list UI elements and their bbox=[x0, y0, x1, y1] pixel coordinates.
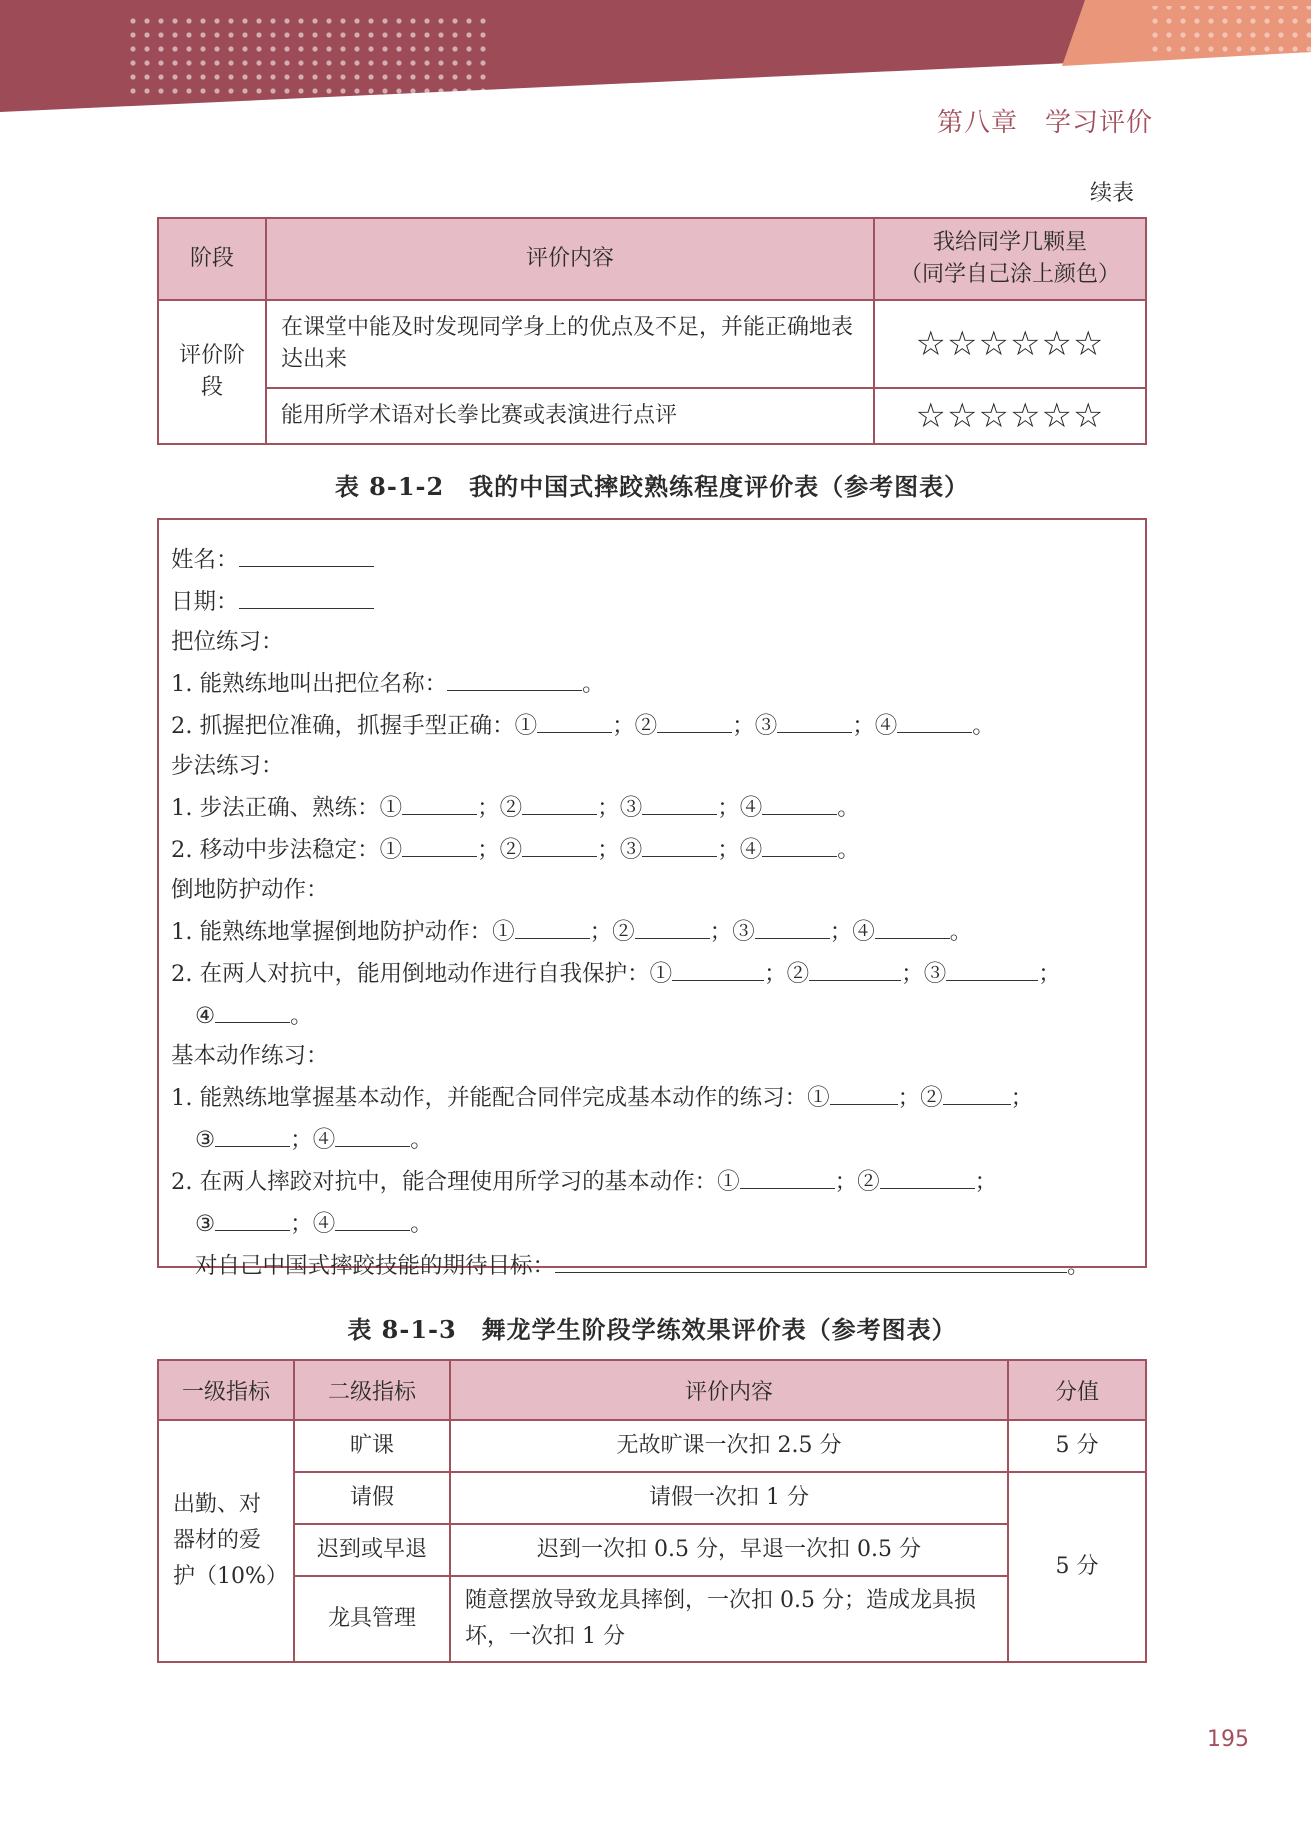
section-heading: 把位练习： bbox=[171, 629, 284, 655]
header-content: 评价内容 bbox=[266, 218, 874, 300]
name-blank[interactable] bbox=[239, 538, 374, 567]
form-line: 2. 在两人摔跤对抗中，能合理使用所学习的基本动作：① ；② ； bbox=[171, 1160, 1133, 1202]
answer-blank[interactable] bbox=[215, 1118, 290, 1147]
answer-blank[interactable] bbox=[740, 1160, 835, 1189]
content-cell: 在课堂中能及时发现同学身上的优点及不足，并能正确地表达出来 bbox=[266, 300, 874, 388]
table-row bbox=[158, 1472, 1146, 1524]
date-line: 日期： bbox=[171, 580, 1133, 622]
goal-blank[interactable] bbox=[555, 1244, 1067, 1273]
section-heading: 基本动作练习： bbox=[171, 1043, 329, 1069]
form-line: 2. 移动中步法稳定：① ；② ；③ ；④ 。 bbox=[171, 828, 1133, 870]
answer-blank[interactable] bbox=[447, 662, 582, 691]
content-cell: 请假一次扣 1 分 bbox=[450, 1472, 1008, 1524]
answer-blank[interactable] bbox=[522, 828, 597, 857]
table-header-row bbox=[158, 218, 1146, 300]
form-line: 1. 能熟练地掌握倒地防护动作：① ；② ；③ ；④ 。 bbox=[171, 910, 1133, 952]
star-rating[interactable]: ☆☆☆☆☆☆ bbox=[874, 388, 1146, 444]
answer-blank[interactable] bbox=[635, 910, 710, 939]
date-blank[interactable] bbox=[239, 580, 374, 609]
answer-blank[interactable] bbox=[897, 704, 972, 733]
wrestling-evaluation-form bbox=[157, 518, 1147, 1279]
table-row bbox=[158, 388, 1146, 444]
header-level2: 二级指标 bbox=[294, 1360, 450, 1420]
form-line: 1. 能熟练地叫出把位名称： 。 bbox=[171, 662, 1133, 704]
answer-blank[interactable] bbox=[946, 952, 1038, 981]
score-cell: 5 分 bbox=[1008, 1472, 1146, 1662]
form-line: 2. 在两人对抗中，能用倒地动作进行自我保护：① ；② ；③ ； bbox=[171, 952, 1133, 994]
answer-blank[interactable] bbox=[672, 952, 764, 981]
content-cell: 迟到一次扣 0.5 分，早退一次扣 0.5 分 bbox=[450, 1524, 1008, 1576]
form-line: 2. 抓握把位准确，抓握手型正确：① ；② ；③ ；④ 。 bbox=[171, 704, 1133, 746]
form-line: ④ 。 bbox=[171, 994, 1133, 1036]
answer-blank[interactable] bbox=[875, 910, 950, 939]
content-cell: 无故旷课一次扣 2.5 分 bbox=[450, 1420, 1008, 1472]
stage-cell: 评价阶段 bbox=[158, 300, 266, 444]
answer-blank[interactable] bbox=[880, 1160, 975, 1189]
table-row bbox=[158, 1420, 1146, 1472]
answer-blank[interactable] bbox=[402, 828, 477, 857]
score-cell: 5 分 bbox=[1008, 1420, 1146, 1472]
answer-blank[interactable] bbox=[755, 910, 830, 939]
table-row bbox=[158, 300, 1146, 388]
answer-blank[interactable] bbox=[335, 1202, 410, 1231]
header-stars bbox=[874, 218, 1146, 300]
peer-evaluation-table bbox=[157, 217, 1147, 445]
goal-line: 对自己中国式摔跤技能的期待目标： 。 bbox=[171, 1244, 1133, 1286]
answer-blank[interactable] bbox=[335, 1118, 410, 1147]
answer-blank[interactable] bbox=[537, 704, 612, 733]
form-line: ③ ；④ 。 bbox=[171, 1118, 1133, 1160]
header-banner bbox=[0, 0, 1311, 115]
table-row bbox=[158, 1576, 1146, 1662]
form-line: 1. 能熟练地掌握基本动作，并能配合同伴完成基本动作的练习：① ；② ； bbox=[171, 1076, 1133, 1118]
answer-blank[interactable] bbox=[657, 704, 732, 733]
level2-cell: 请假 bbox=[294, 1472, 450, 1524]
answer-blank[interactable] bbox=[943, 1076, 1011, 1105]
content-cell: 能用所学术语对长拳比赛或表演进行点评 bbox=[266, 388, 874, 444]
header-content: 评价内容 bbox=[450, 1360, 1008, 1420]
name-line: 姓名： bbox=[171, 538, 1133, 580]
continued-label: 续表 bbox=[1089, 181, 1134, 206]
dragon-dance-evaluation-table bbox=[157, 1359, 1147, 1663]
level1-cell: 出勤、对器材的爱护（10%） bbox=[158, 1420, 294, 1662]
answer-blank[interactable] bbox=[642, 828, 717, 857]
level2-cell: 龙具管理 bbox=[294, 1576, 450, 1662]
answer-blank[interactable] bbox=[777, 704, 852, 733]
page-number: 195 bbox=[1207, 1727, 1249, 1752]
answer-blank[interactable] bbox=[809, 952, 901, 981]
header-score: 分值 bbox=[1008, 1360, 1146, 1420]
answer-blank[interactable] bbox=[515, 910, 590, 939]
header-stars-line2: （同学自己涂上颜色） bbox=[899, 262, 1120, 287]
header-stars-line1: 我给同学几颗星 bbox=[932, 230, 1087, 255]
answer-blank[interactable] bbox=[830, 1076, 898, 1105]
answer-blank[interactable] bbox=[762, 828, 837, 857]
table2-title: 表 8-1-2 我的中国式摔跤熟练程度评价表（参考图表） bbox=[334, 472, 970, 501]
content-cell: 随意摆放导致龙具摔倒，一次扣 0.5 分；造成龙具损坏，一次扣 1 分 bbox=[450, 1576, 1008, 1662]
answer-blank[interactable] bbox=[215, 1202, 290, 1231]
level2-cell: 旷课 bbox=[294, 1420, 450, 1472]
section-heading: 步法练习： bbox=[171, 753, 284, 779]
header-level1: 一级指标 bbox=[158, 1360, 294, 1420]
table3-title: 表 8-1-3 舞龙学生阶段学练效果评价表（参考图表） bbox=[347, 1315, 957, 1344]
answer-blank[interactable] bbox=[762, 786, 837, 815]
form-line: ③ ；④ 。 bbox=[171, 1202, 1133, 1244]
answer-blank[interactable] bbox=[522, 786, 597, 815]
answer-blank[interactable] bbox=[402, 786, 477, 815]
answer-blank[interactable] bbox=[642, 786, 717, 815]
chapter-title: 第八章 学习评价 bbox=[936, 108, 1153, 138]
answer-blank[interactable] bbox=[215, 994, 290, 1023]
star-rating[interactable]: ☆☆☆☆☆☆ bbox=[874, 300, 1146, 388]
table-row bbox=[158, 1524, 1146, 1576]
section-heading: 倒地防护动作： bbox=[171, 877, 329, 903]
form-line: 1. 步法正确、熟练：① ；② ；③ ；④ 。 bbox=[171, 786, 1133, 828]
level2-cell: 迟到或早退 bbox=[294, 1524, 450, 1576]
table-header-row bbox=[158, 1360, 1146, 1420]
header-stage: 阶段 bbox=[158, 218, 266, 300]
